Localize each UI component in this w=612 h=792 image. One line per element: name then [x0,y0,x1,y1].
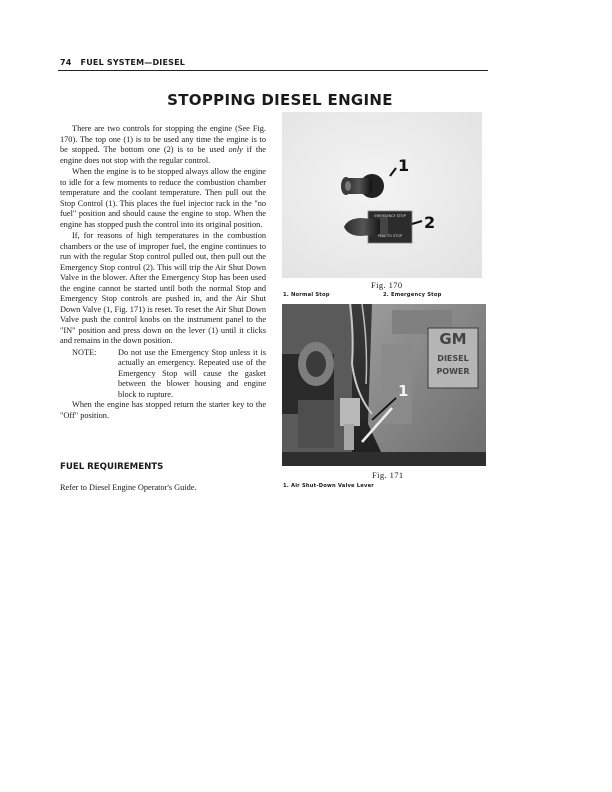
page-title: STOPPING DIESEL ENGINE [167,91,393,109]
note-block [60,348,266,401]
running-header [60,58,486,67]
note-text: Do not use the Emergency Stop unless it is actually an emergency. Repeated use of the Emergency Stop will cause the gasket between the blower housing and engine block to rupture. [118,347,266,399]
plate-top-label: EMERGENCY STOP [374,214,406,218]
legend-emergency-stop: 2. Emergency Stop [383,292,442,298]
gm-emblem-logo: GM [439,330,467,348]
note-label: NOTE: [72,347,97,357]
header-rule [58,70,488,71]
legend-valve-lever: 1. Air Shut-Down Valve Lever [283,483,375,489]
legend-normal-stop: 1. Normal Stop [283,292,330,298]
emblem-power: POWER [436,367,470,376]
body-column [60,124,266,421]
paragraph-2: When the engine is to be stopped always allow the engine to idle for a few moments to reduce the combustion chamber temperature and the coolant temperature. Then pull out the Stop Control (1). This places the fuel injector rack in the "no fuel" position and should cause the engine to stop. When the engine has stopped push the control into its original position. [60,167,266,229]
paragraph-1: There are two controls for stopping the engine (See Fig. 170). The top one (1) is to be used any time the engine is to be stopped. The bottom one (2) is to be used only if the engine does not stop with the regular control. [60,124,266,165]
paragraph-3: If, for reasons of high temperatures in the combustion chambers or the use of improper fuel, the engine continues to run with the regular Stop control pulled out, then pull out the Emergency Stop control (2). This will trip the Air Shut Down Valve in the blower. After the Emergency Stop has been used the engine cannot be started until both the normal Stop and Emergency Stop controls are pushed in, and the Air Shut Down Valve (1, Fig. 171) is reset. To reset the Air Shut Down Valve push the control knobs on the instrument panel to the "IN" position and press down on the lever (1) until it clicks and remains in the down position. [60,231,266,345]
emblem-diesel: DIESEL [437,354,469,363]
callout-2: 2 [424,213,436,232]
section-name: FUEL SYSTEM—DIESEL [80,58,186,67]
figure-170-photo [282,112,482,278]
page-number: 74 [60,58,72,67]
callout-1: 1 [398,156,410,175]
fuel-requirements-text: Refer to Diesel Engine Operator's Guide. [60,483,197,492]
plate-bottom-label: PULL TO STOP [377,234,403,238]
paragraph-4: When the engine has stopped return the starter key to the "Off" position. [60,400,266,420]
fuel-requirements-heading: FUEL REQUIREMENTS [60,462,164,472]
figure-171-caption: Fig. 171 [372,470,404,480]
callout-1-fig171: 1 [398,382,409,400]
figure-171-photo [282,304,486,466]
figure-170-caption: Fig. 170 [371,280,403,290]
emphasis-only: only [228,145,243,154]
